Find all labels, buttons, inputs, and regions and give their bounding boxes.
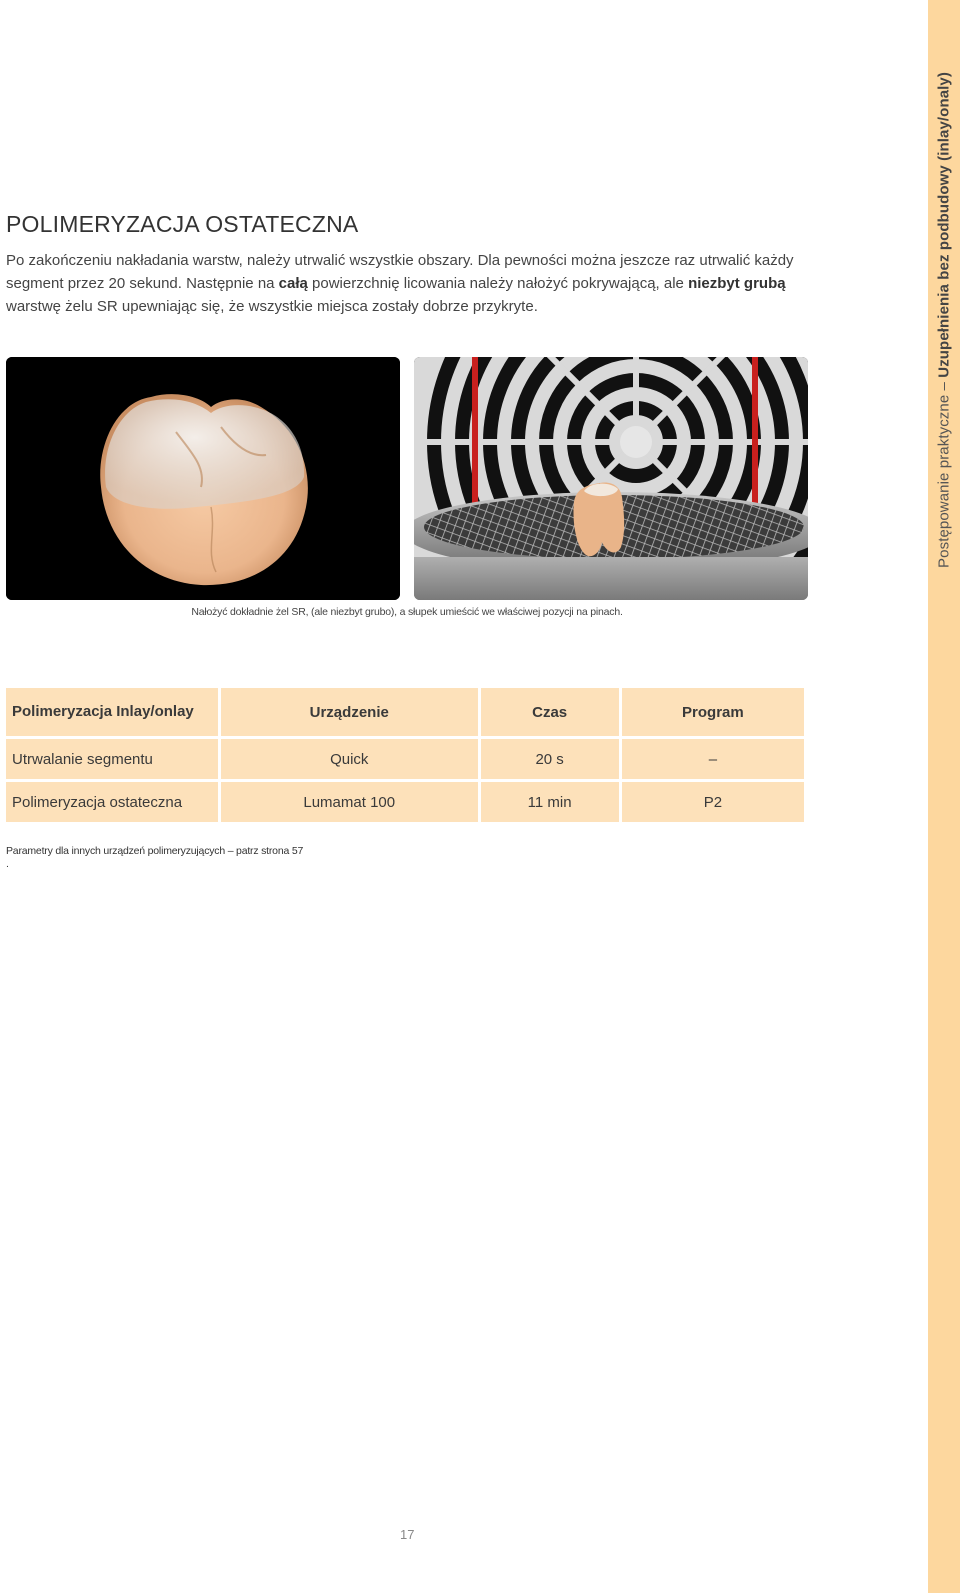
table-header-cell: Program (622, 688, 804, 736)
table-cell: – (622, 739, 804, 779)
table-header-row (6, 688, 804, 736)
footnote-line: . (6, 858, 9, 870)
table-header-cell: Czas (481, 688, 619, 736)
intro-bold-1: całą (278, 275, 308, 292)
table-cell: Utrwalanie segmentu (6, 739, 218, 779)
section-sidebar-label (936, 72, 953, 568)
table-row (6, 782, 804, 822)
intro-text-3: warstwę żelu SR upewniając się, że wszystkie miejsca zostały dobrze przykryte. (6, 298, 538, 315)
intro-paragraph (6, 249, 806, 318)
table-cell: Polimeryzacja ostateczna (6, 782, 218, 822)
footnote-line: Parametry dla innych urządzeń polimeryzujących – patrz strona 57 (6, 845, 304, 857)
curing-oven-photo (414, 357, 808, 600)
table-cell: P2 (622, 782, 804, 822)
page-title: POLIMERYZACJA OSTATECZNA (6, 211, 359, 237)
table-cell: Lumamat 100 (221, 782, 478, 822)
curing-parameters-table (3, 685, 807, 825)
table-cell: 11 min (481, 782, 619, 822)
table-header-cell: Urządzenie (221, 688, 478, 736)
curing-oven-photo-icon (414, 357, 808, 600)
intro-bold-2: niezbyt grubą (688, 275, 786, 292)
image-caption: Nałożyć dokładnie żel SR, (ale niezbyt grubo), a słupek umieścić we właściwej pozycji na pinach. (191, 606, 623, 618)
tooth-restoration-photo-icon (6, 357, 400, 600)
sidebar-label-bold: Uzupełnienia bez podbudowy (inlay/onaly) (935, 72, 953, 378)
tooth-restoration-photo (6, 357, 400, 600)
page-number: 17 (400, 1527, 415, 1542)
footnote (6, 845, 303, 871)
intro-text-2: powierzchnię licowania należy nałożyć pokrywającą, ale (307, 275, 689, 292)
sidebar-label-regular: Postępowanie praktyczne – (935, 377, 953, 568)
table-header-cell: Polimeryzacja Inlay/onlay (6, 688, 218, 736)
table-cell: 20 s (481, 739, 619, 779)
intro-text-1: Po zakończeniu nakładania warstw, należy utrwalić wszystkie obszary. Dla pewności można jeszcze raz utrwalić każdy segment przez 20 sekund. Następnie na (6, 252, 794, 292)
table-row (6, 739, 804, 779)
table-cell: Quick (221, 739, 478, 779)
